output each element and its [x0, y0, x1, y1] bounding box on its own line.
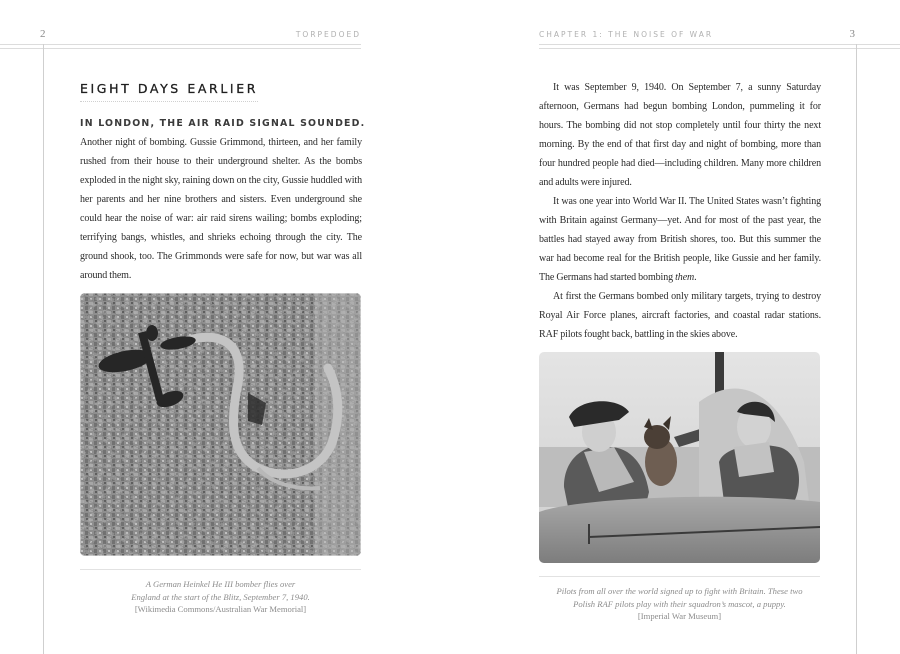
margin-line	[43, 44, 44, 654]
page-number: 2	[40, 28, 46, 40]
header-rule	[0, 48, 361, 49]
section-title: EIGHT DAYS EARLIER	[80, 81, 258, 102]
text-column	[80, 80, 366, 285]
caption-rule	[80, 569, 361, 570]
page-number: 3	[849, 28, 855, 40]
caption-line: Pilots from all over the world signed up to fight with Britain. These two	[556, 586, 803, 596]
caption-rule	[539, 576, 820, 577]
figure-caption	[80, 578, 361, 616]
caption-line: Polish RAF pilots play with their squadron’s mascot, a puppy.	[573, 598, 786, 609]
body-paragraph	[539, 192, 821, 287]
paragraph-tail: .	[694, 272, 697, 283]
body-paragraph: It was September 9, 1940. On September 7, a sunny Saturday afternoon, Germans had begun bombing London, pummeling it for hours. The bombing did not stop completely until four thirty the next morning. By the end of that first day and night of bombing, more than four hundred people had died—including children. Many more children and adults were injured.	[539, 82, 821, 188]
pilots-with-puppy-photo	[539, 352, 820, 563]
header-rule	[0, 44, 361, 45]
caption-line: England at the start of the Blitz, September 7, 1940.	[131, 591, 310, 602]
paragraph-text: It was one year into World War II. The United States wasn’t fighting with Britain against Germany—yet. And for most of the past year, the battles had stayed away from British shores, too. But this summer the war had become real for the British people, like Gussie and her family. The Germans had started bombing	[539, 196, 821, 283]
running-head: TORPEDOED	[295, 30, 361, 39]
body-paragraph: At first the Germans bombed only military targets, trying to destroy Royal Air Force planes, aircraft factories, and coastal radar stations. RAF pilots fought back, battling in the skies above.	[539, 291, 821, 340]
right-page	[450, 0, 900, 654]
text-column	[539, 78, 821, 344]
aerial-bomber-photo	[80, 293, 361, 556]
figure-caption	[539, 585, 820, 623]
photo-credit: [Imperial War Museum]	[637, 611, 722, 622]
margin-line	[856, 44, 857, 654]
photo-credit: [Wikimedia Commons/Australian War Memorial]	[134, 604, 307, 615]
emphasis: them	[675, 272, 695, 283]
running-head: CHAPTER 1: THE NOISE OF WAR	[539, 30, 714, 39]
caption-line: A German Heinkel He III bomber flies over	[145, 579, 296, 589]
header-rule	[539, 44, 900, 45]
header-rule	[539, 48, 900, 49]
body-paragraph: Another night of bombing. Gussie Grimmond, thirteen, and her family rushed from their house to their underground shelter. As the bombs exploded in the night sky, raining down on the city, Gussie huddled with her parents and her nine brothers and sisters. Even underground she could hear the noise of war: air raid sirens wailing; bombs exploding; terrifying bangs, whistles, and shrieks echoing through the city. The ground shook, too. The Grimmonds were safe for now, but war was all around them.	[80, 137, 362, 281]
lead-in: IN LONDON, THE AIR RAID SIGNAL SOUNDED.	[80, 118, 366, 129]
